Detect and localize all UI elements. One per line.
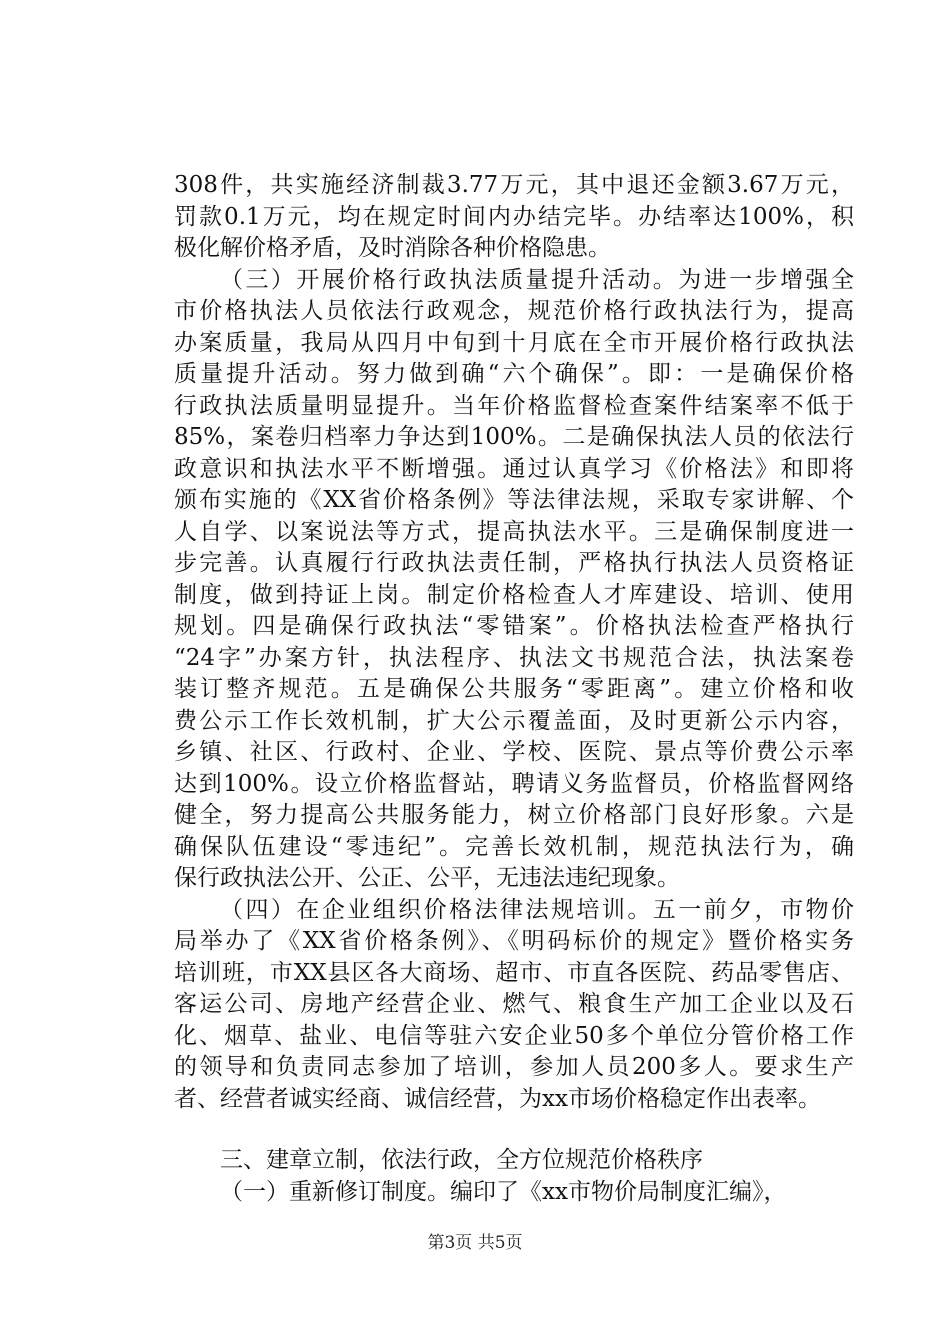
text-line: 规划。四是确保行政执法“零错案”。价格执法检查严格执行 [174, 613, 854, 639]
text-line: 极化解价格矛盾，及时消除各种价格隐患。 [174, 235, 611, 261]
text-line: 化、烟草、盐业、电信等驻六安企业50多个单位分管价格工作 [174, 1022, 854, 1049]
chapter-heading: 三、建章立制，依法行政，全方位规范价格秩序 [220, 1147, 703, 1173]
section-heading-line: （三）开展价格行政执法质量提升活动。为进一步增强全 [220, 266, 854, 293]
text-line: 罚款0.1万元，均在规定时间内办结完毕。办结率达100%，积 [174, 203, 854, 230]
page-number-footer: 第3页 共5页 [427, 1233, 523, 1253]
text-line: 费公示工作长效机制，扩大公示覆盖面，及时更新公示内容， [174, 707, 854, 734]
text-line: 培训班，市XX县区各大商场、超市、市直各医院、药品零售店、 [174, 959, 854, 986]
text-line: 85%，案卷归档率力争达到100%。二是确保执法人员的依法行 [174, 424, 854, 450]
text-line: 乡镇、社区、行政村、企业、学校、医院、景点等价费公示率 [174, 739, 854, 765]
text-line: 保行政执法公开、公正、公平，无违法违纪现象。 [174, 865, 680, 891]
text-line: 人自学、以案说法等方式，提高执法水平。三是确保制度进一 [174, 518, 854, 545]
text-line: 308件，共实施经济制裁3.77万元，其中退还金额3.67万元， [174, 172, 854, 198]
text-line: 步完善。认真履行行政执法责任制，严格执行执法人员资格证 [174, 550, 854, 576]
text-line: 质量提升活动。努力做到确“六个确保”。即：一是确保价格 [174, 361, 854, 387]
text-line: 健全，努力提高公共服务能力，树立价格部门良好形象。六是 [174, 802, 854, 828]
text-line: 装订整齐规范。五是确保公共服务“零距离”。建立价格和收 [174, 676, 854, 702]
section-heading-line: （四）在企业组织价格法律法规培训。五一前夕，市物价 [220, 896, 854, 923]
text-line: 行政执法质量明显提升。当年价格监督检查案件结案率不低于 [174, 392, 854, 419]
paragraph-gap [174, 1115, 854, 1145]
text-line: 客运公司、房地产经营企业、燃气、粮食生产加工企业以及石 [174, 991, 854, 1017]
text-line: 政意识和执法水平不断增强。通过认真学习《价格法》和即将 [174, 455, 854, 482]
text-line: 者、经营者诚实经商、诚信经营，为xx市场价格稳定作出表率。 [174, 1085, 821, 1112]
text-line: 颁布实施的《XX省价格条例》等法律法规，采取专家讲解、个 [174, 487, 854, 513]
text-line: 确保队伍建设“零违纪”。完善长效机制，规范执法行为，确 [174, 833, 854, 860]
document-body [174, 170, 854, 1208]
text-line: 制度，做到持证上岗。制定价格检查人才库建设、培训、使用 [174, 581, 854, 608]
section-heading-line: （一）重新修订制度。编印了《xx市物价局制度汇编》， [220, 1178, 787, 1205]
text-line: 局举办了《XX省价格条例》、《明码标价的规定》暨价格实务 [174, 928, 854, 954]
text-line: 达到100%。设立价格监督站，聘请义务监督员，价格监督网络 [174, 770, 854, 797]
text-line: “24字”办案方针，执法程序、执法文书规范合法，执法案卷 [174, 644, 854, 671]
text-line: 市价格执法人员依法行政观念，规范价格行政执法行为，提高 [174, 298, 854, 324]
text-line: 的领导和负责同志参加了培训，参加人员200多人。要求生产 [174, 1054, 854, 1080]
text-line: 办案质量，我局从四月中旬到十月底在全市开展价格行政执法 [174, 329, 854, 356]
